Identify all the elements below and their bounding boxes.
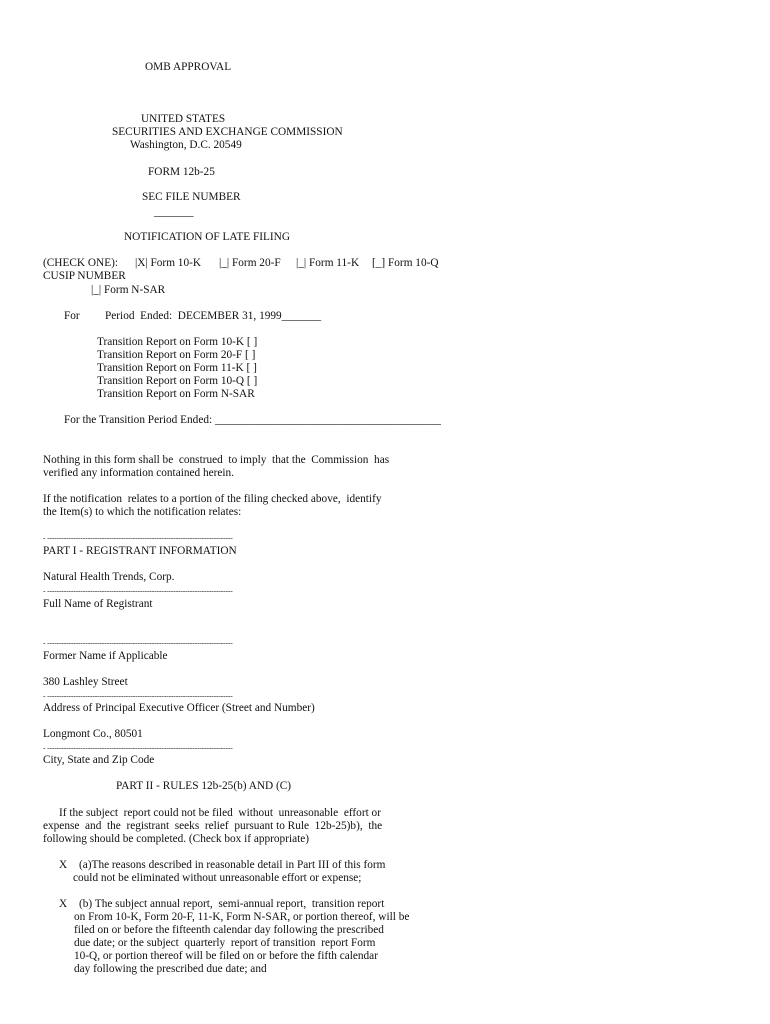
checkbox-form-10k[interactable]: |X| Form 10-K [135, 257, 202, 269]
checkbox-form-20f[interactable]: |_| Form 20-F [219, 257, 281, 269]
part2-intro-line-2: expense and the registrant seeks relief pursuant to Rule 12b-25)b), the [43, 820, 383, 832]
part2-b-line-3: filed on or before the fifteenth calendar day following the prescribed [74, 924, 384, 936]
transition-period-ended: For the Transition Period Ended: ________________________________________ [64, 414, 441, 426]
part2-b-line-1: (b) The subject annual report, semi-annual report, transition report [79, 898, 385, 910]
form-number: FORM 12b-25 [148, 166, 215, 178]
transition-report-10k: Transition Report on Form 10-K [ ] [97, 336, 258, 348]
checkbox-form-10q[interactable]: [_] Form 10-Q [372, 257, 439, 269]
registrant-name: Natural Health Trends, Corp. [43, 571, 175, 583]
part1-title: PART I - REGISTRANT INFORMATION [43, 545, 237, 557]
registrant-street: 380 Lashley Street [43, 676, 128, 688]
address-label: Address of Principal Executive Officer (Street and Number) [43, 702, 315, 714]
part2-b-line-4: due date; or the subject quarterly report of transition report Form [74, 937, 376, 949]
checkbox-part2-a[interactable]: X [59, 859, 68, 871]
sec-file-number-label: SEC FILE NUMBER [142, 191, 241, 203]
city-state-zip-label: City, State and Zip Code [43, 754, 155, 766]
portion-line-2: the Item(s) to which the notification relates: [43, 506, 242, 518]
separator-line: - ------------------------------------------------------------------------------ [43, 743, 233, 752]
separator-line: - ------------------------------------------------------------------------------ [43, 691, 233, 700]
part2-intro-line-1: If the subject report could not be filed without unreasonable effort or [59, 807, 381, 819]
period-ended: Period Ended: DECEMBER 31, 1999_______ [105, 310, 322, 322]
separator-line: - ------------------------------------------------------------------------------ [43, 533, 233, 542]
registrant-name-label: Full Name of Registrant [43, 598, 153, 610]
sec-file-number-blank: _______ [154, 206, 194, 218]
agency-address: Washington, D.C. 20549 [130, 139, 242, 151]
part2-intro-line-3: following should be completed. (Check box if appropriate) [43, 833, 310, 845]
notice-line-2: verified any information contained herein. [43, 467, 235, 479]
separator-line: - ------------------------------------------------------------------------------ [43, 586, 233, 595]
checkbox-part2-b[interactable]: X [59, 898, 68, 910]
checkbox-form-11k[interactable]: |_| Form 11-K [296, 257, 360, 269]
notice-line-1: Nothing in this form shall be construed to imply that the Commission has [43, 454, 390, 466]
part2-a-line-2: could not be eliminated without unreasonable effort or expense; [73, 872, 362, 884]
part2-b-line-6: day following the prescribed due date; and [74, 963, 267, 975]
transition-report-10q: Transition Report on Form 10-Q [ ] [97, 375, 258, 387]
period-for-label: For [64, 310, 80, 322]
former-name-label: Former Name if Applicable [43, 650, 168, 662]
transition-report-11k: Transition Report on Form 11-K [ ] [97, 362, 257, 374]
omb-approval: OMB APPROVAL [145, 61, 232, 73]
transition-report-20f: Transition Report on Form 20-F [ ] [97, 349, 256, 361]
cusip-number-label: CUSIP NUMBER [43, 270, 126, 282]
portion-line-1: If the notification relates to a portion of the filing checked above, identify [43, 493, 382, 505]
agency-heading: SECURITIES AND EXCHANGE COMMISSION [112, 126, 343, 138]
check-one-label: (CHECK ONE): [43, 257, 118, 269]
registrant-city: Longmont Co., 80501 [43, 728, 143, 740]
checkbox-form-nsar[interactable]: |_| Form N-SAR [91, 284, 166, 296]
part2-b-line-5: 10-Q, or portion thereof will be filed on or before the fifth calendar [74, 950, 378, 962]
part2-a-line-1: (a)The reasons described in reasonable detail in Part III of this form [79, 859, 386, 871]
transition-report-nsar: Transition Report on Form N-SAR [97, 388, 255, 400]
part2-b-line-2: on From 10-K, Form 20-F, 11-K, Form N-SAR, or portion thereof, will be [74, 911, 410, 923]
country-heading: UNITED STATES [141, 113, 226, 125]
document-title: NOTIFICATION OF LATE FILING [124, 231, 290, 243]
separator-line: - ------------------------------------------------------------------------------ [43, 638, 233, 647]
part2-title: PART II - RULES 12b-25(b) AND (C) [116, 780, 292, 792]
